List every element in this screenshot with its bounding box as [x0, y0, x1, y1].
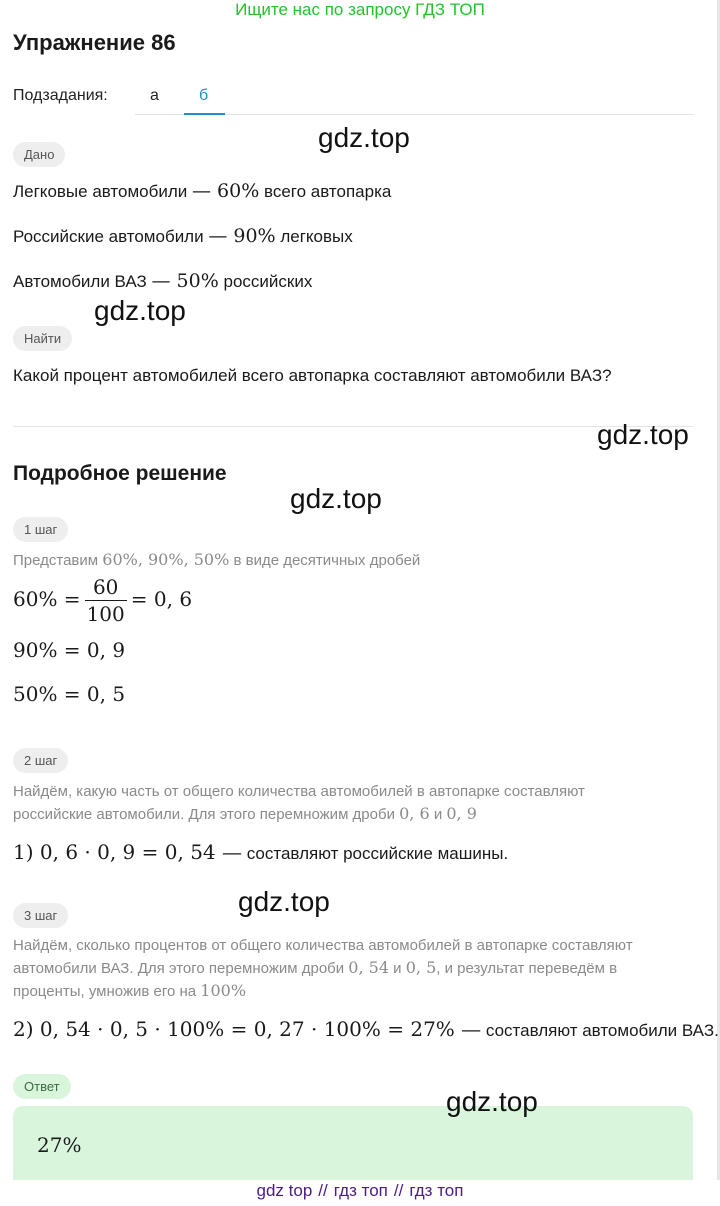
step-2-hint-line-1: Найдём, какую часть от общего количества автомобилей в автопарке составляют	[13, 783, 585, 800]
formula-1-right: = 0, 6	[130, 587, 193, 611]
given-line-1-text: Легковые автомобили	[13, 182, 192, 201]
footer-links	[0, 1181, 720, 1201]
tab-a[interactable]: а	[150, 87, 159, 104]
step-3-hint-line-2	[13, 957, 703, 980]
footer-link-2[interactable]: гдз топ	[333, 1181, 388, 1200]
answer-box	[13, 1106, 693, 1180]
find-chip: Найти	[13, 326, 72, 351]
step-3-hint-tail: , и результат переведём в	[436, 960, 618, 977]
step-3-hint-line-3	[13, 980, 703, 1003]
step-3-formula-math: 2) 0, 54 · 0, 5 · 100% = 0, 27 · 100% = 27% —	[13, 1017, 482, 1041]
watermark: gdz.top	[238, 886, 330, 917]
given-line-2-math: — 90%	[208, 225, 276, 247]
answer-chip: Ответ	[13, 1074, 71, 1099]
given-line-1-math: — 60%	[192, 180, 260, 202]
given-chip: Дано	[13, 142, 65, 167]
step-1-formula-3: 50% = 0, 5	[13, 682, 126, 706]
fraction-numerator: 60	[85, 574, 127, 601]
step-1-hint-tail: в виде десятичных дробей	[229, 552, 421, 569]
find-question: Какой процент автомобилей всего автопарка составляют автомобили ВАЗ?	[13, 366, 612, 385]
step-1-hint	[13, 549, 703, 572]
solution-title: Подробное решение	[13, 462, 227, 485]
step-3-hint-line-1: Найдём, сколько процентов от общего количества автомобилей в автопарке составляют	[13, 937, 633, 954]
footer-link-3[interactable]: гдз топ	[409, 1181, 464, 1200]
tab-b[interactable]: б	[199, 87, 209, 104]
page-title: Упражнение 86	[13, 30, 176, 55]
footer-separator: //	[393, 1181, 404, 1200]
active-tab-indicator	[184, 113, 225, 115]
given-line-3-text: Автомобили ВАЗ	[13, 272, 152, 291]
footer-link-1[interactable]: gdz top	[256, 1181, 313, 1200]
search-banner: Ищите нас по запросу ГДЗ ТОП	[235, 0, 485, 19]
given-line-2-tail: легковых	[275, 227, 353, 246]
step-2-hint	[13, 781, 703, 826]
step-3-hint-and: и	[389, 960, 406, 977]
given-line-1-tail: всего автопарка	[259, 182, 392, 201]
subtasks-label: Подзадания:	[13, 87, 108, 104]
given-line-3-tail: российских	[218, 272, 313, 291]
watermark: gdz.top	[446, 1086, 538, 1117]
step-2-chip: 2 шаг	[13, 748, 68, 773]
answer-value: 27%	[37, 1133, 82, 1157]
step-2-hint-and: и	[429, 806, 447, 823]
step-2-formula-math: 1) 0, 6 · 0, 9 = 0, 54 —	[13, 840, 243, 864]
given-line-3-math: — 50%	[151, 270, 219, 292]
step-2-hint-text: российские автомобили. Для этого перемножим дроби	[13, 806, 400, 823]
watermark: gdz.top	[94, 295, 186, 326]
step-3-hint	[13, 935, 703, 1003]
step-3-hint-math-1: 0, 54	[348, 958, 390, 977]
formula-1-left: 60% =	[13, 587, 81, 611]
given-line-3	[13, 270, 312, 292]
step-2-hint-math-1: 0, 6	[399, 804, 430, 823]
step-3-formula-text: составляют автомобили ВАЗ.	[481, 1021, 719, 1040]
given-line-2	[13, 225, 353, 247]
step-2-formula-text: составляют российские машины.	[242, 844, 509, 863]
step-1-chip: 1 шаг	[13, 517, 68, 542]
step-3-hint-text-2: проценты, умножив его на	[13, 983, 201, 1000]
step-2-hint-line-2	[13, 803, 703, 826]
given-line-2-text: Российские автомобили	[13, 227, 209, 246]
section-divider	[13, 426, 693, 427]
step-1-hint-math: 60%, 90%, 50%	[102, 550, 230, 569]
step-3-hint-math-3: 100%	[200, 981, 247, 1000]
step-3-chip: 3 шаг	[13, 903, 68, 928]
watermark: gdz.top	[597, 419, 689, 450]
step-2-hint-math-2: 0, 9	[446, 804, 477, 823]
step-1-formula-2: 90% = 0, 9	[13, 638, 126, 662]
watermark: gdz.top	[318, 122, 410, 153]
step-1-formula-1	[13, 574, 192, 627]
step-3-formula	[13, 1017, 719, 1041]
step-2-formula	[13, 840, 508, 864]
step-1-hint-text: Представим	[13, 552, 103, 569]
watermark: gdz.top	[290, 483, 382, 514]
given-line-1	[13, 180, 391, 202]
fraction	[85, 574, 127, 627]
step-3-hint-math-2: 0, 5	[405, 958, 437, 977]
step-3-hint-text: автомобили ВАЗ. Для этого перемножим дроби	[13, 960, 349, 977]
footer-separator: //	[318, 1181, 328, 1200]
fraction-denominator: 100	[86, 602, 125, 626]
